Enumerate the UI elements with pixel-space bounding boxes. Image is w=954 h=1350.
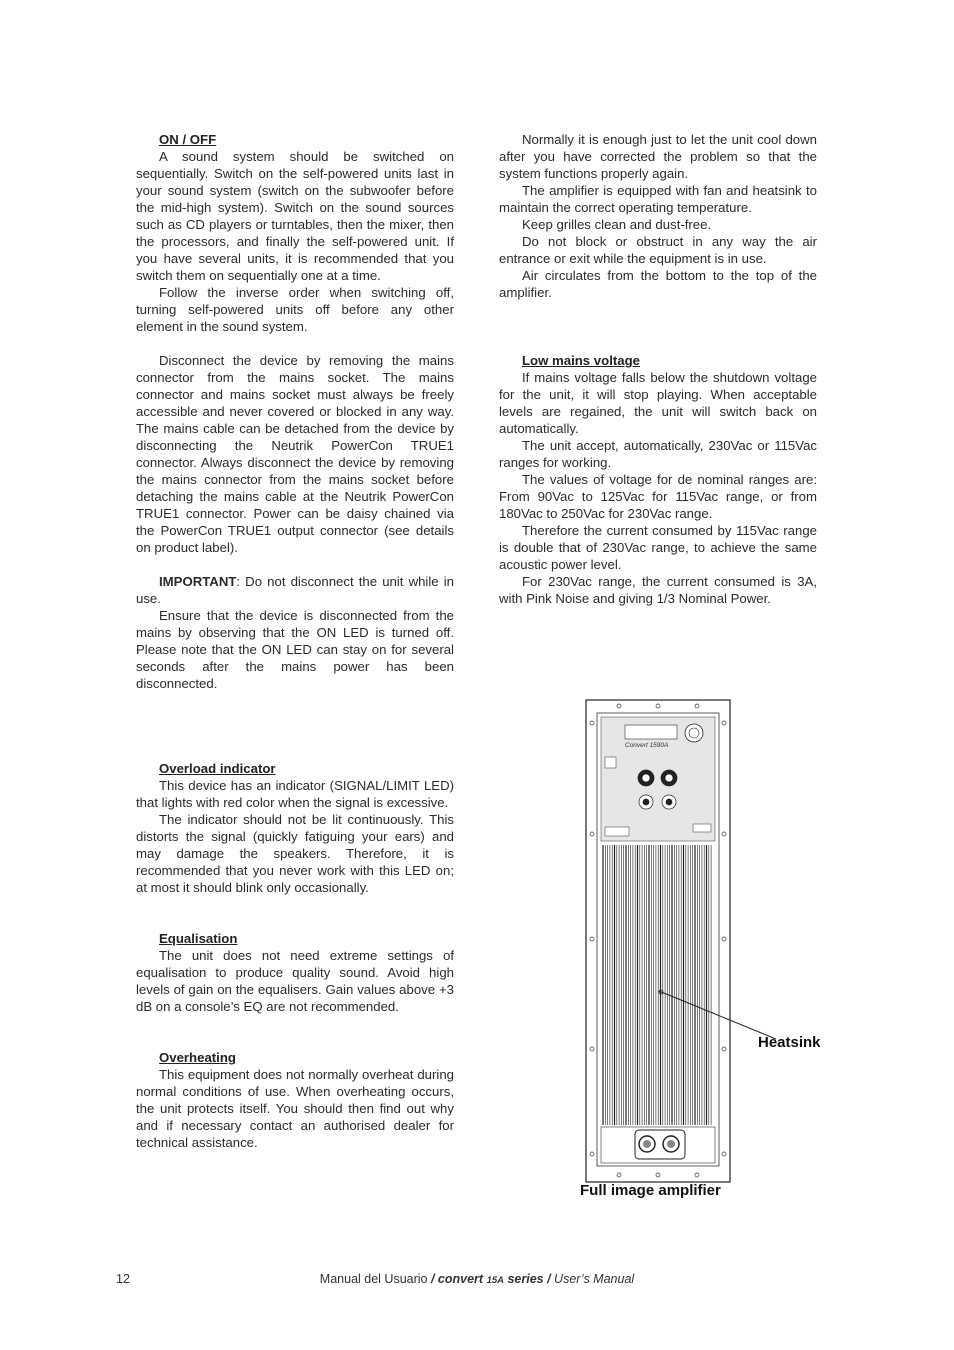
right-text-column xyxy=(499,131,817,607)
low-mains-paragraph-1: If mains voltage falls below the shutdown voltage for the unit, it will stop playing. When acceptable levels are regained, the unit will switch back on automatically. xyxy=(499,370,817,436)
footer-series-word: series xyxy=(504,1272,544,1286)
overheating-paragraph: This equipment does not normally overheat during normal conditions of use. When overheating occurs, the unit protects itself. You should then find out why and if necessary contact an authorised dealer for technical assistance. xyxy=(136,1067,454,1150)
low-mains-paragraph-3: The values of voltage for de nominal ranges are: From 90Vac to 125Vac for 115Vac range, or from 180Vac to 250Vac for 230Vac range. xyxy=(499,472,817,521)
overload-heading: Overload indicator xyxy=(159,761,276,776)
equalisation-heading: Equalisation xyxy=(159,931,238,946)
important-paragraph xyxy=(136,573,454,607)
ensure-paragraph: Ensure that the device is disconnected from the mains by observing that the ON LED is turned off. Please note that the ON LED can stay on for several seconds after the mains power has been disconnected. xyxy=(136,608,454,691)
left-text-column xyxy=(136,131,454,1151)
rotary-encoder xyxy=(685,724,703,742)
footer-manual-en: User’s Manual xyxy=(554,1272,635,1286)
cooling-paragraph-4: Do not block or obstruct in any way the air entrance or exit while the equipment is in use. xyxy=(499,234,817,266)
footer-separator: / xyxy=(543,1272,555,1286)
low-mains-paragraph-4: Therefore the current consumed by 115Vac range is double that of 230Vac range, to achieve the same acoustic power level. xyxy=(499,523,817,572)
low-mains-paragraph-5: For 230Vac range, the current consumed is 3A, with Pink Noise and giving 1/3 Nominal Power. xyxy=(499,574,817,606)
disconnect-paragraph: Disconnect the device by removing the mains connector from the mains socket. The mains connector and mains socket must always be freely accessible and never covered or blocked in any way. The mains cable can be detached from the device by disconnecting the Neutrik PowerCon TRUE1 connector. Always disconnect the device by removing the mains connector from the mains socket before detaching the mains cable at the Neutrik PowerCon TRUE1 connector. Power can be daisy chained via the PowerCon TRUE1 output connector (see details on product label). xyxy=(136,353,454,555)
overheating-heading: Overheating xyxy=(159,1050,236,1065)
overload-paragraph-2: The indicator should not be lit continuously. This distorts the signal (quickly fatiguing your ears) and may damage the speakers. Therefore, it is recommended that you never work with this LED on; at most it should blink only occasionally. xyxy=(136,812,454,895)
important-label: IMPORTANT xyxy=(159,574,237,589)
onoff-heading: ON / OFF xyxy=(159,132,217,147)
qr-code xyxy=(605,757,616,768)
model-label: Convert 1590A xyxy=(625,742,669,749)
overload-paragraph-1: This device has an indicator (SIGNAL/LIMIT LED) that lights with red color when the signal is excessive. xyxy=(136,778,454,810)
equalisation-paragraph: The unit does not need extreme settings of equalisation to produce quality sound. Avoid high levels of gain on the equalisers. Gain values above +3 dB on a console’s EQ are not recommended. xyxy=(136,948,454,1014)
lcd-display xyxy=(625,725,677,739)
cooling-paragraph-1: Normally it is enough just to let the unit cool down after you have corrected the problem so that the system functions properly again. xyxy=(499,132,817,181)
page-number: 12 xyxy=(116,1272,130,1286)
footer-separator: / xyxy=(427,1272,438,1286)
onoff-paragraph-1: A sound system should be switched on sequentially. Switch on the self-powered units last in your sound system (switch on the subwoofer before the mid-high system). Switch on the sound sources such as CD players or turntables, then the mixer, then the processors, and finally the self-powered unit. If you have several units, it is recommended that you switch them on sequentially one at a time. xyxy=(136,149,454,283)
cooling-paragraph-2: The amplifier is equipped with fan and heatsink to maintain the correct operating temperature. xyxy=(499,183,817,215)
amplifier-illustration xyxy=(585,699,731,1183)
low-mains-heading: Low mains voltage xyxy=(522,353,640,368)
important-text: : Do not disconnect the unit while in use. xyxy=(136,574,454,606)
figure-caption: Full image amplifier xyxy=(580,1182,721,1199)
low-mains-paragraph-2: The unit accept, automatically, 230Vac or 115Vac ranges for working. xyxy=(499,438,817,470)
cooling-paragraph-5: Air circulates from the bottom to the top of the amplifier. xyxy=(499,268,817,300)
heatsink-callout: Heatsink xyxy=(758,1034,821,1051)
footer-title xyxy=(0,1272,954,1286)
onoff-paragraph-2: Follow the inverse order when switching off, turning self-powered units off before any other element in the sound system. xyxy=(136,285,454,334)
cooling-paragraph-3: Keep grilles clean and dust-free. xyxy=(522,217,712,232)
footer-series-model: 15A xyxy=(486,1275,504,1286)
footer-series-name: convert xyxy=(437,1272,487,1286)
footer-manual-es: Manual del Usuario xyxy=(319,1272,428,1286)
